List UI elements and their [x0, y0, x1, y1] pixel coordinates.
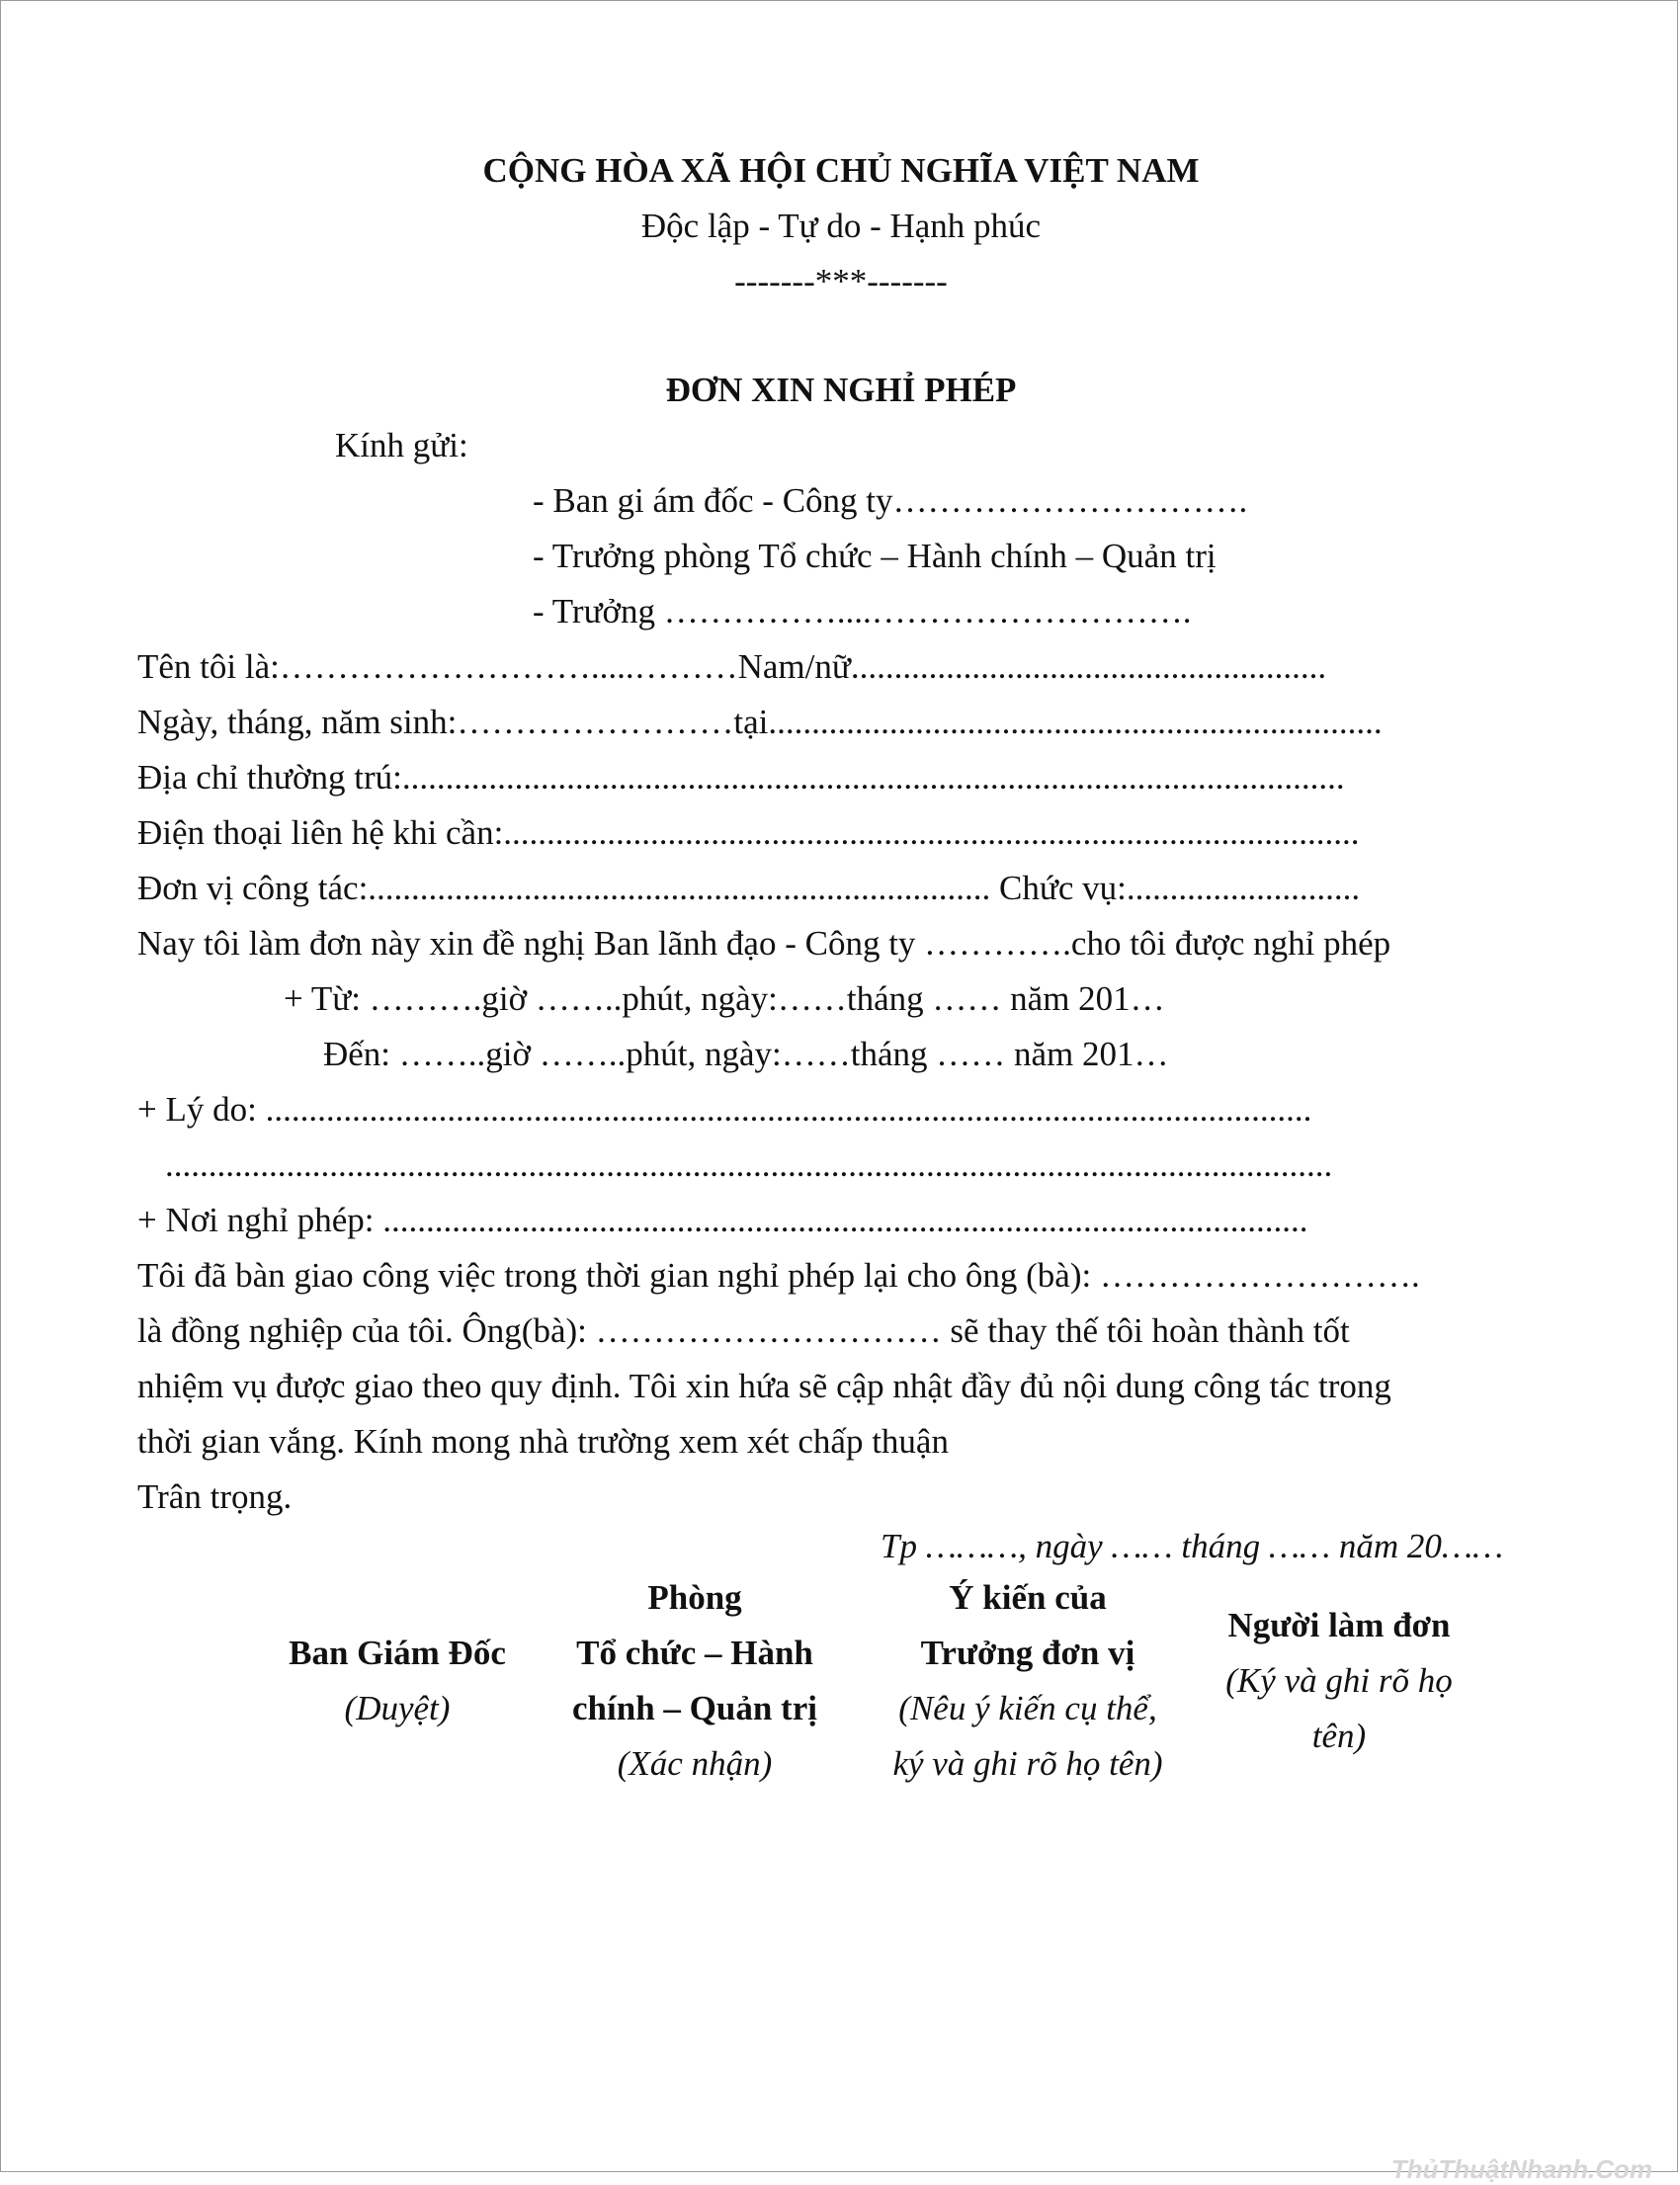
closing-text: Trân trọng.: [137, 1477, 293, 1516]
recipient-item: - Trưởng phòng Tổ chức – Hành chính – Quản trị: [533, 537, 1217, 575]
header-separator: -------***-------: [734, 262, 948, 300]
applicant-signature-block: [1201, 1598, 1477, 1764]
handover-text: thời gian vắng. Kính mong nhà trường xem xét chấp thuận: [137, 1422, 949, 1461]
applicant-note: (Ký và ghi rõ họ: [1225, 1661, 1453, 1700]
leave-place-field: + Nơi nghỉ phép: ...........................................................................................................: [137, 1201, 1308, 1239]
director-title: Ban Giám Đốc: [289, 1634, 506, 1672]
name-field: Tên tôi là:……………………….....………Nam/nữ.......................................................: [137, 647, 1327, 686]
reason-field: + Lý do: .........................................................................................................................: [137, 1090, 1312, 1129]
unit-head-signature-block: [865, 1570, 1191, 1792]
form-title: ĐƠN XIN NGHỈ PHÉP: [665, 371, 1017, 409]
handover-text: nhiệm vụ được giao theo quy định. Tôi xin hứa sẽ cập nhật đầy đủ nội dung công tác trong: [137, 1367, 1391, 1405]
address-field: Địa chỉ thường trú:.............................................................................................................: [137, 758, 1345, 797]
unit-head-title: Trưởng đơn vị: [920, 1634, 1135, 1672]
unit-head-title: Ý kiến của: [949, 1578, 1107, 1617]
national-motto: Độc lập - Tự do - Hạnh phúc: [640, 207, 1042, 245]
recipient-item: - Ban gi ám đốc - Công ty………………………….: [533, 481, 1248, 520]
site-watermark: ThủThuậtNhanh.Com: [1390, 2154, 1652, 2184]
admin-dept-title: chính – Quản trị: [572, 1689, 817, 1727]
salutation: Kính gửi:: [335, 426, 468, 464]
director-note: (Duyệt): [344, 1689, 451, 1727]
dob-field: Ngày, tháng, năm sinh:……………………tại.......................................................................: [137, 703, 1383, 741]
unit-position-field: Đơn vị công tác:........................................................................ Chức vụ:...........................: [137, 869, 1361, 907]
leave-from-field: + Từ: ……….giờ ……..phút, ngày:……tháng …… năm 201…: [284, 979, 1165, 1018]
admin-dept-signature-block: [546, 1570, 843, 1792]
place-date-line: Tp ………, ngày …… tháng …… năm 20……: [881, 1527, 1504, 1565]
admin-dept-title: Phòng: [647, 1578, 742, 1617]
national-title: CỘNG HÒA XÃ HỘI CHỦ NGHĨA VIỆT NAM: [482, 151, 1200, 190]
leave-to-field: Đến: ……..giờ ……..phút, ngày:……tháng …… năm 201…: [323, 1035, 1169, 1073]
admin-dept-title: Tổ chức – Hành: [576, 1634, 813, 1672]
unit-head-note: ký và ghi rõ họ tên): [892, 1744, 1163, 1783]
reason-field-continued: .......................................................................................................................................: [165, 1145, 1333, 1184]
applicant-title: Người làm đơn: [1227, 1606, 1451, 1644]
unit-head-note: (Nêu ý kiến cụ thể,: [898, 1689, 1157, 1727]
applicant-note: tên): [1311, 1717, 1367, 1755]
leave-request-line: Nay tôi làm đơn này xin đề nghị Ban lãnh đạo - Công ty ………….cho tôi được nghỉ phép: [137, 924, 1391, 963]
director-signature-block: [268, 1626, 527, 1736]
handover-text: Tôi đã bàn giao công việc trong thời gian nghỉ phép lại cho ông (bà): ……………………….: [137, 1256, 1420, 1295]
admin-dept-note: (Xác nhận): [617, 1744, 773, 1783]
phone-field: Điện thoại liên hệ khi cần:...................................................................................................: [137, 813, 1360, 852]
handover-text: là đồng nghiệp của tôi. Ông(bà): ………………………… sẽ thay thế tôi hoàn thành tốt: [137, 1311, 1350, 1350]
recipient-item: - Trưởng ……………....……………………….: [533, 592, 1192, 630]
